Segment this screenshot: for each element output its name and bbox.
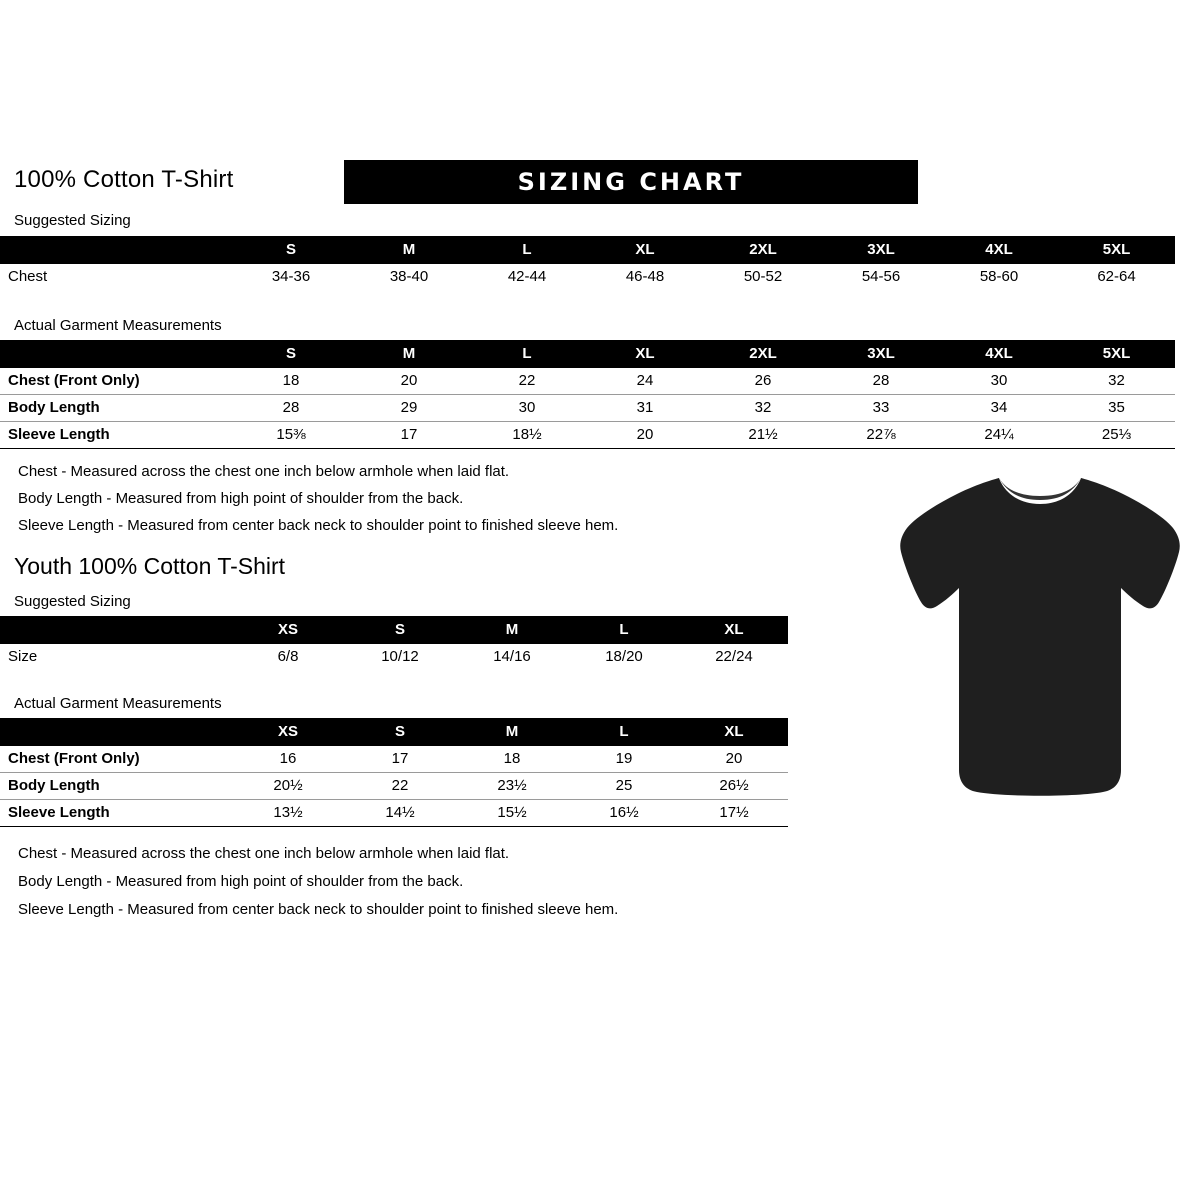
- column-header: S: [232, 236, 350, 264]
- sizing-chart-banner-label: SIZING CHART: [517, 168, 745, 196]
- table-cell: 30: [990, 372, 1008, 389]
- table-row: [0, 422, 1175, 449]
- column-header: XL: [680, 718, 788, 746]
- column-header: XL: [586, 236, 704, 264]
- table-header-row: [0, 718, 788, 746]
- table-corner-cell: [0, 718, 232, 746]
- table-cell: 32: [1108, 372, 1125, 389]
- table-cell: 22: [391, 777, 409, 794]
- table-cell: 22/24: [715, 648, 753, 665]
- column-header: M: [456, 616, 568, 644]
- column-header: S: [344, 616, 456, 644]
- table-cell: 22: [518, 372, 536, 389]
- t-shirt-illustration: [895, 470, 1185, 805]
- table-cell: 20½: [273, 777, 303, 794]
- adult-actual-measurements-label: Actual Garment Measurements: [14, 317, 222, 334]
- adult-note-sleeve-length: Sleeve Length - Measured from center back neck to shoulder point to finished sleeve hem.: [18, 517, 619, 534]
- table-cell: 35: [1108, 399, 1125, 416]
- column-header: L: [468, 340, 586, 368]
- table-header-row: [0, 236, 1175, 264]
- table-cell: 13½: [273, 804, 303, 821]
- table-cell: 26: [754, 372, 772, 389]
- table-cell: 14/16: [493, 648, 531, 665]
- table-corner-cell: [0, 616, 232, 644]
- table-cell: 10/12: [381, 648, 419, 665]
- column-header: 2XL: [704, 340, 822, 368]
- page-title: 100% Cotton T-Shirt: [14, 166, 234, 193]
- table-header-row: [0, 616, 788, 644]
- row-label: Chest: [8, 268, 48, 285]
- youth-suggested-sizing-label: Suggested Sizing: [14, 593, 131, 610]
- table-cell: 17½: [719, 804, 749, 821]
- table-cell: 24: [636, 372, 654, 389]
- table-cell: 24¼: [984, 426, 1014, 443]
- table-row: [0, 644, 788, 670]
- t-shirt-icon: [895, 470, 1185, 805]
- column-header: L: [568, 718, 680, 746]
- youth-note-sleeve-length: Sleeve Length - Measured from center back neck to shoulder point to finished sleeve hem.: [18, 901, 619, 918]
- column-header: XL: [586, 340, 704, 368]
- column-header: 4XL: [940, 236, 1058, 264]
- table-cell: 46-48: [625, 268, 665, 285]
- table-cell: 17: [391, 750, 409, 767]
- row-label: Body Length: [8, 399, 100, 416]
- table-cell: 54-56: [861, 268, 901, 285]
- table-cell: 31: [636, 399, 654, 416]
- column-header: XS: [232, 616, 344, 644]
- table-cell: 28: [282, 399, 300, 416]
- table-cell: 22⅞: [866, 426, 896, 443]
- column-header: L: [568, 616, 680, 644]
- table-cell: 34-36: [271, 268, 311, 285]
- table-cell: 20: [636, 426, 654, 443]
- table-cell: 50-52: [743, 268, 783, 285]
- column-header: M: [350, 340, 468, 368]
- table-cell: 14½: [385, 804, 415, 821]
- youth-actual-measurements-table: [0, 718, 788, 827]
- table-cell: 15⅜: [276, 426, 306, 443]
- row-label: Chest (Front Only): [8, 750, 140, 767]
- table-cell: 32: [754, 399, 772, 416]
- table-cell: 26½: [719, 777, 749, 794]
- row-label: Body Length: [8, 777, 100, 794]
- column-header: XL: [680, 616, 788, 644]
- adult-note-chest: Chest - Measured across the chest one inch below armhole when laid flat.: [18, 463, 510, 480]
- table-cell: 16: [279, 750, 297, 767]
- table-row: [0, 395, 1175, 422]
- column-header: 5XL: [1058, 340, 1175, 368]
- table-cell: 25⅓: [1101, 426, 1132, 443]
- table-cell: 28: [872, 372, 890, 389]
- row-label: Sleeve Length: [8, 804, 110, 821]
- table-cell: 19: [615, 750, 633, 767]
- table-cell: 38-40: [389, 268, 429, 285]
- table-cell: 18½: [512, 426, 542, 443]
- row-label: Sleeve Length: [8, 426, 110, 443]
- table-cell: 29: [400, 399, 418, 416]
- table-row: [0, 800, 788, 827]
- youth-note-chest: Chest - Measured across the chest one inch below armhole when laid flat.: [18, 845, 510, 862]
- table-cell: 20: [400, 372, 418, 389]
- adult-suggested-sizing-label: Suggested Sizing: [14, 212, 131, 229]
- sizing-chart-banner: [344, 160, 918, 204]
- column-header: XS: [232, 718, 344, 746]
- table-cell: 58-60: [979, 268, 1019, 285]
- table-cell: 42-44: [507, 268, 547, 285]
- table-cell: 33: [872, 399, 890, 416]
- document-header: [14, 160, 1189, 204]
- table-cell: 20: [725, 750, 743, 767]
- table-cell: 62-64: [1097, 268, 1136, 285]
- column-header: 3XL: [822, 236, 940, 264]
- column-header: S: [344, 718, 456, 746]
- table-cell: 21½: [748, 426, 778, 443]
- youth-suggested-sizing-table: [0, 616, 788, 670]
- table-corner-cell: [0, 340, 232, 368]
- column-header: 4XL: [940, 340, 1058, 368]
- table-row: [0, 746, 788, 773]
- table-cell: 30: [518, 399, 536, 416]
- adult-actual-measurements-table: [0, 340, 1175, 449]
- table-row: [0, 368, 1175, 395]
- column-header: 2XL: [704, 236, 822, 264]
- column-header: 3XL: [822, 340, 940, 368]
- table-cell: 18/20: [605, 648, 643, 665]
- table-row: [0, 773, 788, 800]
- table-cell: 17: [400, 426, 418, 443]
- table-cell: 23½: [497, 777, 527, 794]
- adult-note-body-length: Body Length - Measured from high point of shoulder from the back.: [18, 490, 464, 507]
- row-label: Size: [8, 648, 38, 665]
- column-header: S: [232, 340, 350, 368]
- table-cell: 25: [615, 777, 633, 794]
- column-header: 5XL: [1058, 236, 1175, 264]
- youth-note-body-length: Body Length - Measured from high point of shoulder from the back.: [18, 873, 464, 890]
- row-label: Chest (Front Only): [8, 372, 140, 389]
- column-header: M: [350, 236, 468, 264]
- table-header-row: [0, 340, 1175, 368]
- table-corner-cell: [0, 236, 232, 264]
- adult-suggested-sizing-table: [0, 236, 1175, 290]
- column-header: M: [456, 718, 568, 746]
- table-cell: 34: [990, 399, 1008, 416]
- table-cell: 16½: [609, 804, 639, 821]
- youth-actual-measurements-label: Actual Garment Measurements: [14, 695, 222, 712]
- table-cell: 15½: [497, 804, 527, 821]
- table-cell: 18: [503, 750, 521, 767]
- table-cell: 6/8: [277, 648, 299, 665]
- table-cell: 18: [282, 372, 300, 389]
- column-header: L: [468, 236, 586, 264]
- youth-section-title: Youth 100% Cotton T-Shirt: [14, 553, 286, 579]
- table-row: [0, 264, 1175, 290]
